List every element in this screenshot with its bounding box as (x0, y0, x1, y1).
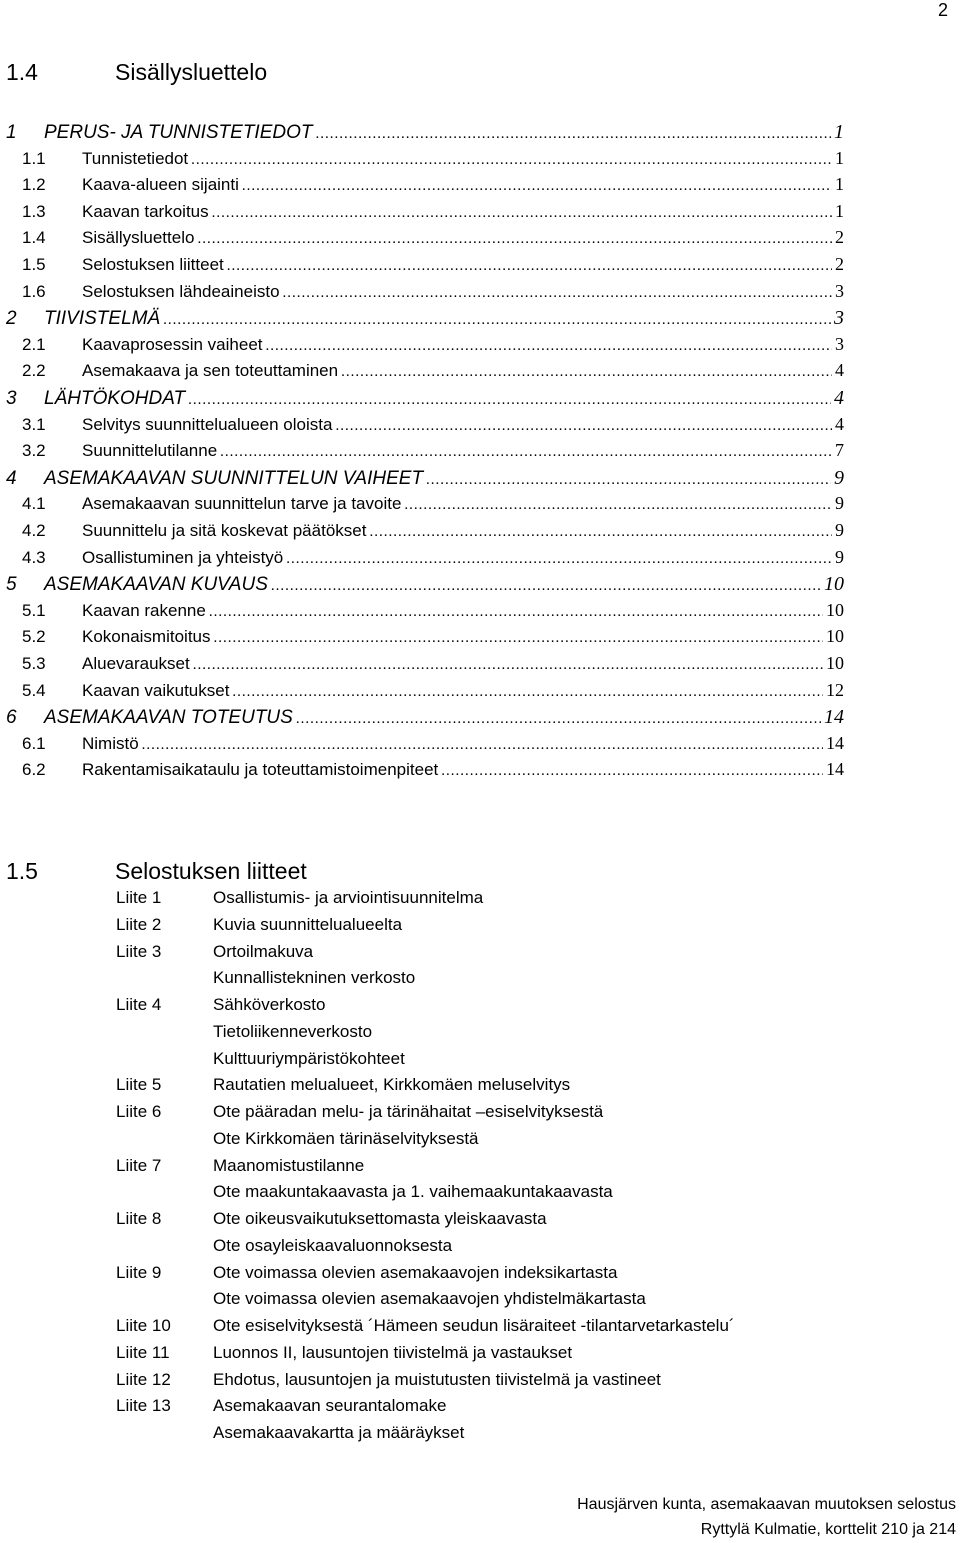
toc-entry-title: PERUS- JA TUNNISTETIEDOT (44, 122, 313, 143)
toc-entry-number: 4.1 (22, 494, 46, 514)
toc-entry-title: ASEMAKAAVAN SUUNNITTELUN VAIHEET (44, 467, 424, 489)
toc-entry[interactable] (6, 600, 844, 624)
toc-entry-page: 1 (835, 200, 844, 221)
toc-entry-title: Osallistuminen ja yhteistyö (82, 547, 284, 567)
toc-entry-number: 3 (6, 388, 17, 409)
toc-dot-leader (404, 494, 832, 514)
toc-dot-leader (283, 282, 832, 302)
toc-dot-leader (296, 707, 821, 729)
attachment-text: Ote maakuntakaavasta ja 1. vaihemaakuntakaavasta (213, 1182, 613, 1202)
toc-entry-number: 1.6 (22, 281, 46, 301)
toc-entry-number: 5.3 (22, 654, 46, 673)
attachment-label: Liite 7 (116, 1155, 162, 1175)
attachment-text: Ehdotus, lausuntojen ja muistutusten tiivistelmä ja vastineet (213, 1369, 661, 1389)
attachment-text: Kuvia suunnittelualueelta (213, 914, 403, 934)
toc-entry-title: Tunnistetiedot (82, 148, 189, 168)
toc-entry-number: 2.1 (22, 334, 46, 354)
toc-entry[interactable] (6, 254, 844, 278)
toc-dot-leader (242, 175, 832, 195)
toc-entry-title: Kokonaismitoitus (82, 627, 211, 647)
toc-entry-title: Asemakaavan suunnittelun tarve ja tavoite (82, 494, 402, 514)
toc-entry-number: 6 (6, 707, 17, 729)
toc-entry-number: 2.2 (22, 361, 46, 381)
toc-entry-number: 6.1 (22, 733, 46, 753)
attachment-text: Ote oikeusvaikutuksettomasta yleiskaavasta (213, 1209, 547, 1228)
toc-dot-leader (315, 122, 831, 144)
attachment-text: Ote Kirkkomäen tärinäselvityksestä (213, 1128, 479, 1148)
attachments-heading-number: 1.5 (6, 858, 38, 884)
toc-entry-title: Kaavan vaikutukset (82, 680, 230, 700)
toc-entry-number: 2 (6, 308, 17, 330)
attachment-text: Luonnos II, lausuntojen tiivistelmä ja vastaukset (213, 1342, 573, 1362)
attachment-text: Ote voimassa olevien asemakaavojen indeksikartasta (213, 1262, 618, 1282)
toc-entry-page: 14 (826, 759, 844, 780)
toc-dot-leader (191, 149, 832, 169)
toc-entry[interactable] (6, 733, 844, 757)
attachment-text: Maanomistustilanne (213, 1155, 365, 1175)
attachment-label: Liite 1 (116, 888, 162, 907)
toc-heading-title: Sisällysluettelo (115, 59, 268, 85)
toc-entry[interactable] (6, 334, 844, 358)
toc-entry-page: 9 (835, 546, 844, 567)
attachment-label: Liite 3 (116, 941, 162, 961)
toc-dot-leader (286, 548, 832, 568)
toc-dot-leader (193, 654, 823, 674)
toc-entry-title: TIIVISTELMÄ (44, 308, 161, 330)
toc-entry-number: 1.2 (22, 175, 46, 195)
toc-entry-page: 10 (826, 653, 844, 673)
toc-entry-number: 1 (6, 122, 17, 143)
toc-entry-page: 14 (826, 732, 844, 753)
toc-entry-page: 10 (824, 573, 844, 596)
toc-entry[interactable] (6, 547, 844, 571)
toc-entry-page: 1 (834, 121, 844, 143)
toc-entry-page: 14 (824, 706, 844, 729)
attachment-text: Sähköverkosto (213, 995, 326, 1014)
toc-entry-page: 4 (835, 360, 844, 381)
toc-entry-title: Sisällysluettelo (82, 228, 195, 248)
toc-dot-leader (341, 361, 832, 381)
toc-dot-leader (163, 308, 831, 330)
toc-dot-leader (220, 441, 832, 461)
toc-entry-title: LÄHTÖKOHDAT (44, 388, 186, 409)
attachment-text: Ortoilmakuva (213, 941, 314, 961)
attachment-label: Liite 8 (116, 1209, 162, 1228)
attachment-text: Kunnallistekninen verkosto (213, 968, 416, 988)
toc-entry-title: Rakentamisaikataulu ja toteuttamistoimenpiteet (82, 760, 439, 780)
toc-dot-leader (266, 335, 832, 355)
toc-entry-title: Selostuksen liitteet (82, 255, 224, 274)
toc-entry[interactable] (6, 493, 844, 517)
toc-entry-number: 5 (6, 574, 17, 596)
toc-entry-page: 1 (835, 147, 844, 168)
attachment-label: Liite 6 (116, 1102, 162, 1121)
toc-dot-leader (212, 202, 832, 222)
toc-entry-page: 9 (835, 520, 844, 540)
toc-dot-leader (214, 627, 823, 647)
toc-dot-leader (227, 255, 832, 275)
attachment-text: Ote esiselvityksestä ´Hämeen seudun lisäraiteet -tilantarvetarkastelu´ (213, 1316, 735, 1335)
toc-entry-title: Selvitys suunnittelualueen oloista (82, 414, 333, 434)
toc-dot-leader (271, 574, 821, 596)
toc-entry[interactable] (6, 307, 844, 331)
toc-entry-title: ASEMAKAAVAN TOTEUTUS (44, 707, 293, 729)
attachment-text: Rautatien melualueet, Kirkkomäen meluselvitys (213, 1075, 571, 1095)
toc-dot-leader (232, 681, 823, 701)
attachments-heading (6, 858, 307, 885)
toc-entry-page: 10 (826, 626, 844, 647)
attachment-text: Ote pääradan melu- ja tärinähaitat –esiselvityksestä (213, 1102, 604, 1121)
attachment-text: Ote voimassa olevien asemakaavojen yhdistelmäkartasta (213, 1289, 646, 1309)
toc-entry-page: 10 (826, 599, 844, 620)
toc-dot-leader (188, 388, 831, 410)
toc-entry[interactable] (6, 121, 844, 145)
toc-entry-title: Kaavan tarkoitus (82, 201, 209, 221)
toc-entry[interactable] (6, 706, 844, 730)
attachment-label: Liite 12 (116, 1369, 171, 1389)
toc-entry-title: Selostuksen lähdeaineisto (82, 281, 280, 301)
toc-dot-leader (142, 734, 823, 754)
toc-entry-number: 1.4 (22, 228, 46, 248)
toc-entry[interactable] (6, 387, 844, 411)
toc-entry[interactable] (6, 360, 844, 384)
toc-entry-number: 4 (6, 467, 17, 489)
toc-dot-leader (369, 521, 832, 541)
toc-entry[interactable] (6, 653, 844, 677)
attachment-label: Liite 11 (116, 1342, 170, 1362)
toc-entry-title: Asemakaava ja sen toteuttaminen (82, 361, 339, 381)
attachment-label: Liite 4 (116, 995, 162, 1014)
attachment-label: Liite 5 (116, 1075, 162, 1095)
toc-entry[interactable] (6, 520, 844, 544)
toc-heading-number: 1.4 (6, 59, 38, 85)
toc-dot-leader (441, 760, 823, 780)
toc-entry-page: 3 (835, 280, 844, 301)
toc-dot-leader (197, 228, 832, 248)
toc-entry[interactable] (6, 626, 844, 650)
toc-dot-leader (426, 468, 831, 490)
attachment-label: Liite 2 (116, 914, 162, 934)
toc-entry-page: 9 (835, 493, 844, 514)
attachment-text: Osallistumis- ja arviointisuunnitelma (213, 888, 484, 907)
toc-entry-title: Kaavan rakenne (82, 600, 206, 620)
toc-entry-title: Kaavaprosessin vaiheet (82, 334, 263, 354)
toc-entry-number: 1.1 (22, 148, 46, 168)
toc-entry-title: Suunnittelutilanne (82, 441, 218, 461)
attachment-label: Liite 13 (116, 1396, 171, 1416)
toc-entry-number: 3.1 (22, 414, 46, 434)
toc-entry[interactable] (6, 281, 844, 305)
toc-entry[interactable] (6, 680, 844, 704)
toc-entry-number: 5.1 (22, 600, 46, 620)
toc-entry-title: Kaava-alueen sijainti (82, 175, 239, 195)
toc-entry-page: 4 (834, 387, 844, 409)
toc-entry[interactable] (6, 148, 844, 172)
toc-entry[interactable] (6, 174, 844, 198)
attachment-text: Tietoliikenneverkosto (213, 1021, 373, 1041)
toc-entry[interactable] (6, 759, 844, 783)
toc-entry[interactable] (6, 440, 844, 464)
toc-entry-title: Suunnittelu ja sitä koskevat päätökset (82, 521, 367, 540)
toc-entry-title: ASEMAKAAVAN KUVAUS (44, 574, 268, 596)
footer-line-1: Hausjärven kunta, asemakaavan muutoksen selostus (577, 1496, 956, 1513)
toc-entry-page: 2 (835, 227, 844, 248)
toc-entry-page: 4 (835, 413, 844, 434)
toc-entry-page: 7 (835, 440, 844, 461)
attachment-text: Asemakaavakartta ja määräykset (213, 1423, 465, 1442)
attachment-text: Ote osayleiskaavaluonnoksesta (213, 1235, 453, 1255)
toc-entry[interactable] (6, 201, 844, 225)
toc-entry-number: 4.2 (22, 521, 46, 540)
toc-entry-page: 12 (826, 679, 844, 700)
toc-dot-leader (335, 415, 832, 435)
toc-entry-title: Aluevaraukset (82, 654, 190, 673)
toc-entry-page: 3 (835, 333, 844, 354)
toc-entry[interactable] (6, 227, 844, 251)
attachment-text: Asemakaavan seurantalomake (213, 1396, 447, 1416)
page-number: 2 (937, 0, 948, 20)
toc-entry-page: 9 (834, 466, 844, 489)
toc-entry-number: 1.3 (22, 201, 46, 221)
toc-entry[interactable] (6, 573, 844, 597)
toc-entry[interactable] (6, 467, 844, 491)
attachment-label: Liite 10 (116, 1316, 171, 1335)
attachment-text: Kulttuuriympäristökohteet (213, 1048, 405, 1068)
toc-entry-number: 6.2 (22, 760, 46, 780)
toc-entry-page: 1 (835, 174, 844, 195)
toc-entry-title: Nimistö (82, 733, 139, 753)
attachments-heading-title: Selostuksen liitteet (115, 858, 307, 884)
toc-entry-page: 2 (835, 254, 844, 274)
toc-dot-leader (209, 601, 823, 621)
toc-entry-number: 1.5 (22, 255, 46, 274)
toc-entry-page: 3 (834, 307, 844, 330)
toc-entry-number: 5.2 (22, 627, 46, 647)
toc-entry[interactable] (6, 414, 844, 438)
toc-entry-number: 3.2 (22, 441, 46, 461)
footer-line-2: Ryttylä Kulmatie, korttelit 210 ja 214 (700, 1521, 956, 1538)
toc-entry-number: 4.3 (22, 547, 46, 567)
toc-heading (6, 59, 267, 86)
toc-entry-number: 5.4 (22, 680, 46, 700)
attachment-label: Liite 9 (116, 1262, 162, 1282)
